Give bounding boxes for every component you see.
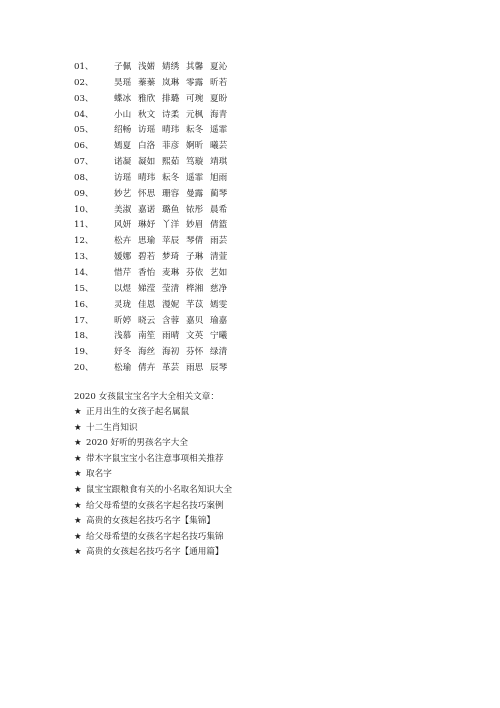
name-row <box>74 250 234 266</box>
name-entry: 海青 <box>210 109 228 120</box>
star-icon: ★ <box>74 469 82 480</box>
name-entry: 浅慕 <box>114 331 132 342</box>
related-link-text: 2020 好听的男孩名字大全 <box>86 438 188 449</box>
related-link[interactable] <box>74 530 232 546</box>
name-entry: 笃璇 <box>186 157 204 168</box>
name-entry: 耘冬 <box>186 125 204 136</box>
name-entry: 以煜 <box>114 283 132 294</box>
name-entry: 美淑 <box>114 204 132 215</box>
name-entry: 革芸 <box>162 363 180 374</box>
related-link-text: 取名字 <box>86 469 112 480</box>
related-link[interactable] <box>74 452 232 468</box>
star-icon: ★ <box>74 500 82 511</box>
name-entry: 海初 <box>162 347 180 358</box>
name-entry: 珊容 <box>162 188 180 199</box>
name-entry: 蝶冰 <box>114 93 132 104</box>
name-entry: 菲彦 <box>162 141 180 152</box>
name-entry: 媛娜 <box>114 252 132 263</box>
name-entry: 婧绣 <box>162 62 180 72</box>
name-entry: 惜芹 <box>114 267 132 278</box>
related-link-text: 正月出生的女孩子起名属鼠 <box>86 407 190 417</box>
star-icon: ★ <box>74 547 82 558</box>
name-entry: 怀思 <box>138 188 156 199</box>
name-entry: 艺如 <box>210 267 228 278</box>
related-link-text: 给父母希望的女孩名字起名技巧集锦 <box>86 531 224 542</box>
name-entry: 香怡 <box>138 267 156 278</box>
name-entry: 妤冬 <box>114 347 132 358</box>
name-entry: 嘉诺 <box>138 204 156 215</box>
name-row <box>74 329 234 345</box>
name-entry: 璐鱼 <box>162 204 180 215</box>
name-entry: 琳妤 <box>138 220 156 231</box>
name-entry: 瑜嘉 <box>210 315 228 326</box>
star-icon: ★ <box>74 516 82 527</box>
name-entry: 含蓉 <box>162 315 180 326</box>
row-number: 12、 <box>74 236 94 247</box>
row-number: 13、 <box>74 252 94 263</box>
row-number: 18、 <box>74 331 94 342</box>
name-entry: 铱彤 <box>186 204 204 215</box>
name-row <box>74 298 234 314</box>
name-entry: 海丝 <box>138 347 156 358</box>
name-entry: 昕若 <box>210 77 228 88</box>
name-entry: 耘冬 <box>162 172 180 183</box>
row-number: 10、 <box>74 204 94 215</box>
star-icon: ★ <box>74 453 82 464</box>
related-link-text: 十二生肖知识 <box>86 422 138 433</box>
row-number: 17、 <box>74 315 94 326</box>
name-entry: 曦芸 <box>210 141 228 152</box>
name-entry: 梦琦 <box>162 252 180 263</box>
name-entry: 熙茹 <box>162 157 180 168</box>
name-entry: 夏沁 <box>210 62 228 72</box>
name-entry: 婀昕 <box>186 141 204 152</box>
name-row <box>74 171 234 187</box>
name-entry: 嘉贝 <box>186 315 204 326</box>
name-entry: 访瑶 <box>114 172 132 183</box>
name-entry: 倩卉 <box>138 363 156 374</box>
row-number: 14、 <box>74 267 94 278</box>
name-row <box>74 187 234 203</box>
name-entry: 雨思 <box>186 363 204 374</box>
name-entry: 昕婷 <box>114 315 132 326</box>
name-entry: 芊苡 <box>186 299 204 310</box>
related-link[interactable] <box>74 545 232 561</box>
name-entry: 曼露 <box>186 188 204 199</box>
name-entry: 晴玮 <box>138 172 156 183</box>
name-entry: 松瑜 <box>114 363 132 374</box>
related-link[interactable] <box>74 436 232 452</box>
name-entry: 雨芸 <box>210 236 228 247</box>
name-row <box>74 92 234 108</box>
name-entry: 桦湘 <box>186 283 204 294</box>
name-entry: 晴玮 <box>162 125 180 136</box>
row-number: 06、 <box>74 141 94 152</box>
name-entry: 松卉 <box>114 236 132 247</box>
row-number: 11、 <box>74 220 94 231</box>
name-entry: 白洛 <box>138 141 156 152</box>
related-link-text: 带木字鼠宝宝小名注意事项相关推荐 <box>86 453 224 464</box>
name-entry: 麦琳 <box>162 267 180 278</box>
name-entry: 风妍 <box>114 220 132 231</box>
related-link[interactable] <box>74 421 232 437</box>
name-entry: 子琳 <box>186 252 204 263</box>
name-entry: 妙眉 <box>186 220 204 231</box>
name-entry: 绍畅 <box>114 125 132 136</box>
name-entry: 佳恩 <box>138 299 156 310</box>
name-entry: 诺凝 <box>114 157 132 168</box>
name-entry: 绿清 <box>210 347 228 358</box>
name-row <box>74 266 234 282</box>
name-row <box>74 123 234 139</box>
star-icon: ★ <box>74 438 82 449</box>
row-number: 20、 <box>74 363 94 374</box>
name-row <box>74 108 234 124</box>
row-number: 05、 <box>74 125 94 136</box>
name-entry: 遥霏 <box>210 125 228 136</box>
row-number: 16、 <box>74 299 94 310</box>
name-entry: 蔺琴 <box>210 188 228 199</box>
name-entry: 夏盼 <box>210 93 228 104</box>
name-row <box>74 76 234 92</box>
name-entry: 浅婼 <box>138 62 156 72</box>
name-entry: 灵珑 <box>114 299 132 310</box>
name-entry: 漫妮 <box>162 299 180 310</box>
name-row <box>74 139 234 155</box>
name-entry: 雨晴 <box>162 331 180 342</box>
name-entry: 琴倩 <box>186 236 204 247</box>
name-entry: 元枫 <box>186 109 204 120</box>
name-entry: 诗柔 <box>162 109 180 120</box>
star-icon: ★ <box>74 422 82 433</box>
name-entry: 零露 <box>186 77 204 88</box>
name-entry: 蓁蓁 <box>138 77 156 88</box>
name-entry: 慈净 <box>210 283 228 294</box>
related-link-text: 高贵的女孩起名技巧名字【通用篇】 <box>86 547 224 558</box>
name-entry: 思瑜 <box>138 236 156 247</box>
name-row <box>74 282 234 298</box>
names-list <box>74 60 234 377</box>
name-entry: 清萱 <box>210 252 228 263</box>
name-entry: 莹清 <box>162 283 180 294</box>
related-link[interactable] <box>74 483 232 499</box>
name-entry: 访瑶 <box>138 125 156 136</box>
name-entry: 苹辰 <box>162 236 180 247</box>
name-row <box>74 218 234 234</box>
name-entry: 旭雨 <box>210 172 228 183</box>
name-entry: 子佩 <box>114 62 132 72</box>
name-entry: 昊瑶 <box>114 77 132 88</box>
name-entry: 宁曦 <box>210 331 228 342</box>
name-entry: 其馨 <box>186 62 204 72</box>
related-link-text: 高贵的女孩起名技巧名字【集锦】 <box>86 516 215 527</box>
name-entry: 遥霏 <box>186 172 204 183</box>
name-row <box>74 314 234 330</box>
name-entry: 文英 <box>186 331 204 342</box>
name-entry: 嫣雯 <box>210 299 228 310</box>
name-entry: 凝如 <box>138 157 156 168</box>
name-entry: 辰琴 <box>210 363 228 374</box>
related-link[interactable] <box>74 467 232 483</box>
star-icon: ★ <box>74 407 82 417</box>
related-title: 2020 女孩鼠宝宝名字大全相关文章： <box>74 392 219 402</box>
related-items <box>74 405 232 561</box>
name-entry: 雅欣 <box>138 93 156 104</box>
name-entry: 娣滢 <box>138 283 156 294</box>
name-row <box>74 203 234 219</box>
name-entry: 倩篮 <box>210 220 228 231</box>
related-link[interactable] <box>74 405 232 421</box>
row-number: 08、 <box>74 172 94 183</box>
name-entry: 靖琪 <box>210 157 228 168</box>
row-number: 01、 <box>74 62 94 72</box>
name-entry: 小山 <box>114 109 132 120</box>
related-link-text: 给父母希望的女孩名字起名技巧案例 <box>86 500 224 511</box>
name-entry: 南笙 <box>138 331 156 342</box>
name-entry: 丫洋 <box>162 220 180 231</box>
name-row <box>74 361 234 377</box>
name-entry: 晨希 <box>210 204 228 215</box>
name-row <box>74 60 234 76</box>
name-entry: 碧若 <box>138 252 156 263</box>
name-row <box>74 345 234 361</box>
name-entry: 排璐 <box>162 93 180 104</box>
name-entry: 岚琳 <box>162 77 180 88</box>
row-number: 07、 <box>74 157 94 168</box>
star-icon: ★ <box>74 484 82 495</box>
name-entry: 晓云 <box>138 315 156 326</box>
name-entry: 芬怀 <box>186 347 204 358</box>
name-entry: 芬依 <box>186 267 204 278</box>
name-entry: 妙艺 <box>114 188 132 199</box>
name-entry: 可琬 <box>186 93 204 104</box>
name-row <box>74 234 234 250</box>
row-number: 09、 <box>74 188 94 199</box>
related-link[interactable] <box>74 514 232 530</box>
name-entry: 秋文 <box>138 109 156 120</box>
row-number: 02、 <box>74 77 94 88</box>
related-link[interactable] <box>74 499 232 515</box>
row-number: 15、 <box>74 283 94 294</box>
row-number: 04、 <box>74 109 94 120</box>
related-link-text: 鼠宝宝跟粮食有关的小名取名知识大全 <box>86 484 233 495</box>
related-articles <box>74 389 232 561</box>
star-icon: ★ <box>74 531 82 542</box>
row-number: 19、 <box>74 347 94 358</box>
row-number: 03、 <box>74 93 94 104</box>
name-row <box>74 155 234 171</box>
name-entry: 嫣夏 <box>114 141 132 152</box>
